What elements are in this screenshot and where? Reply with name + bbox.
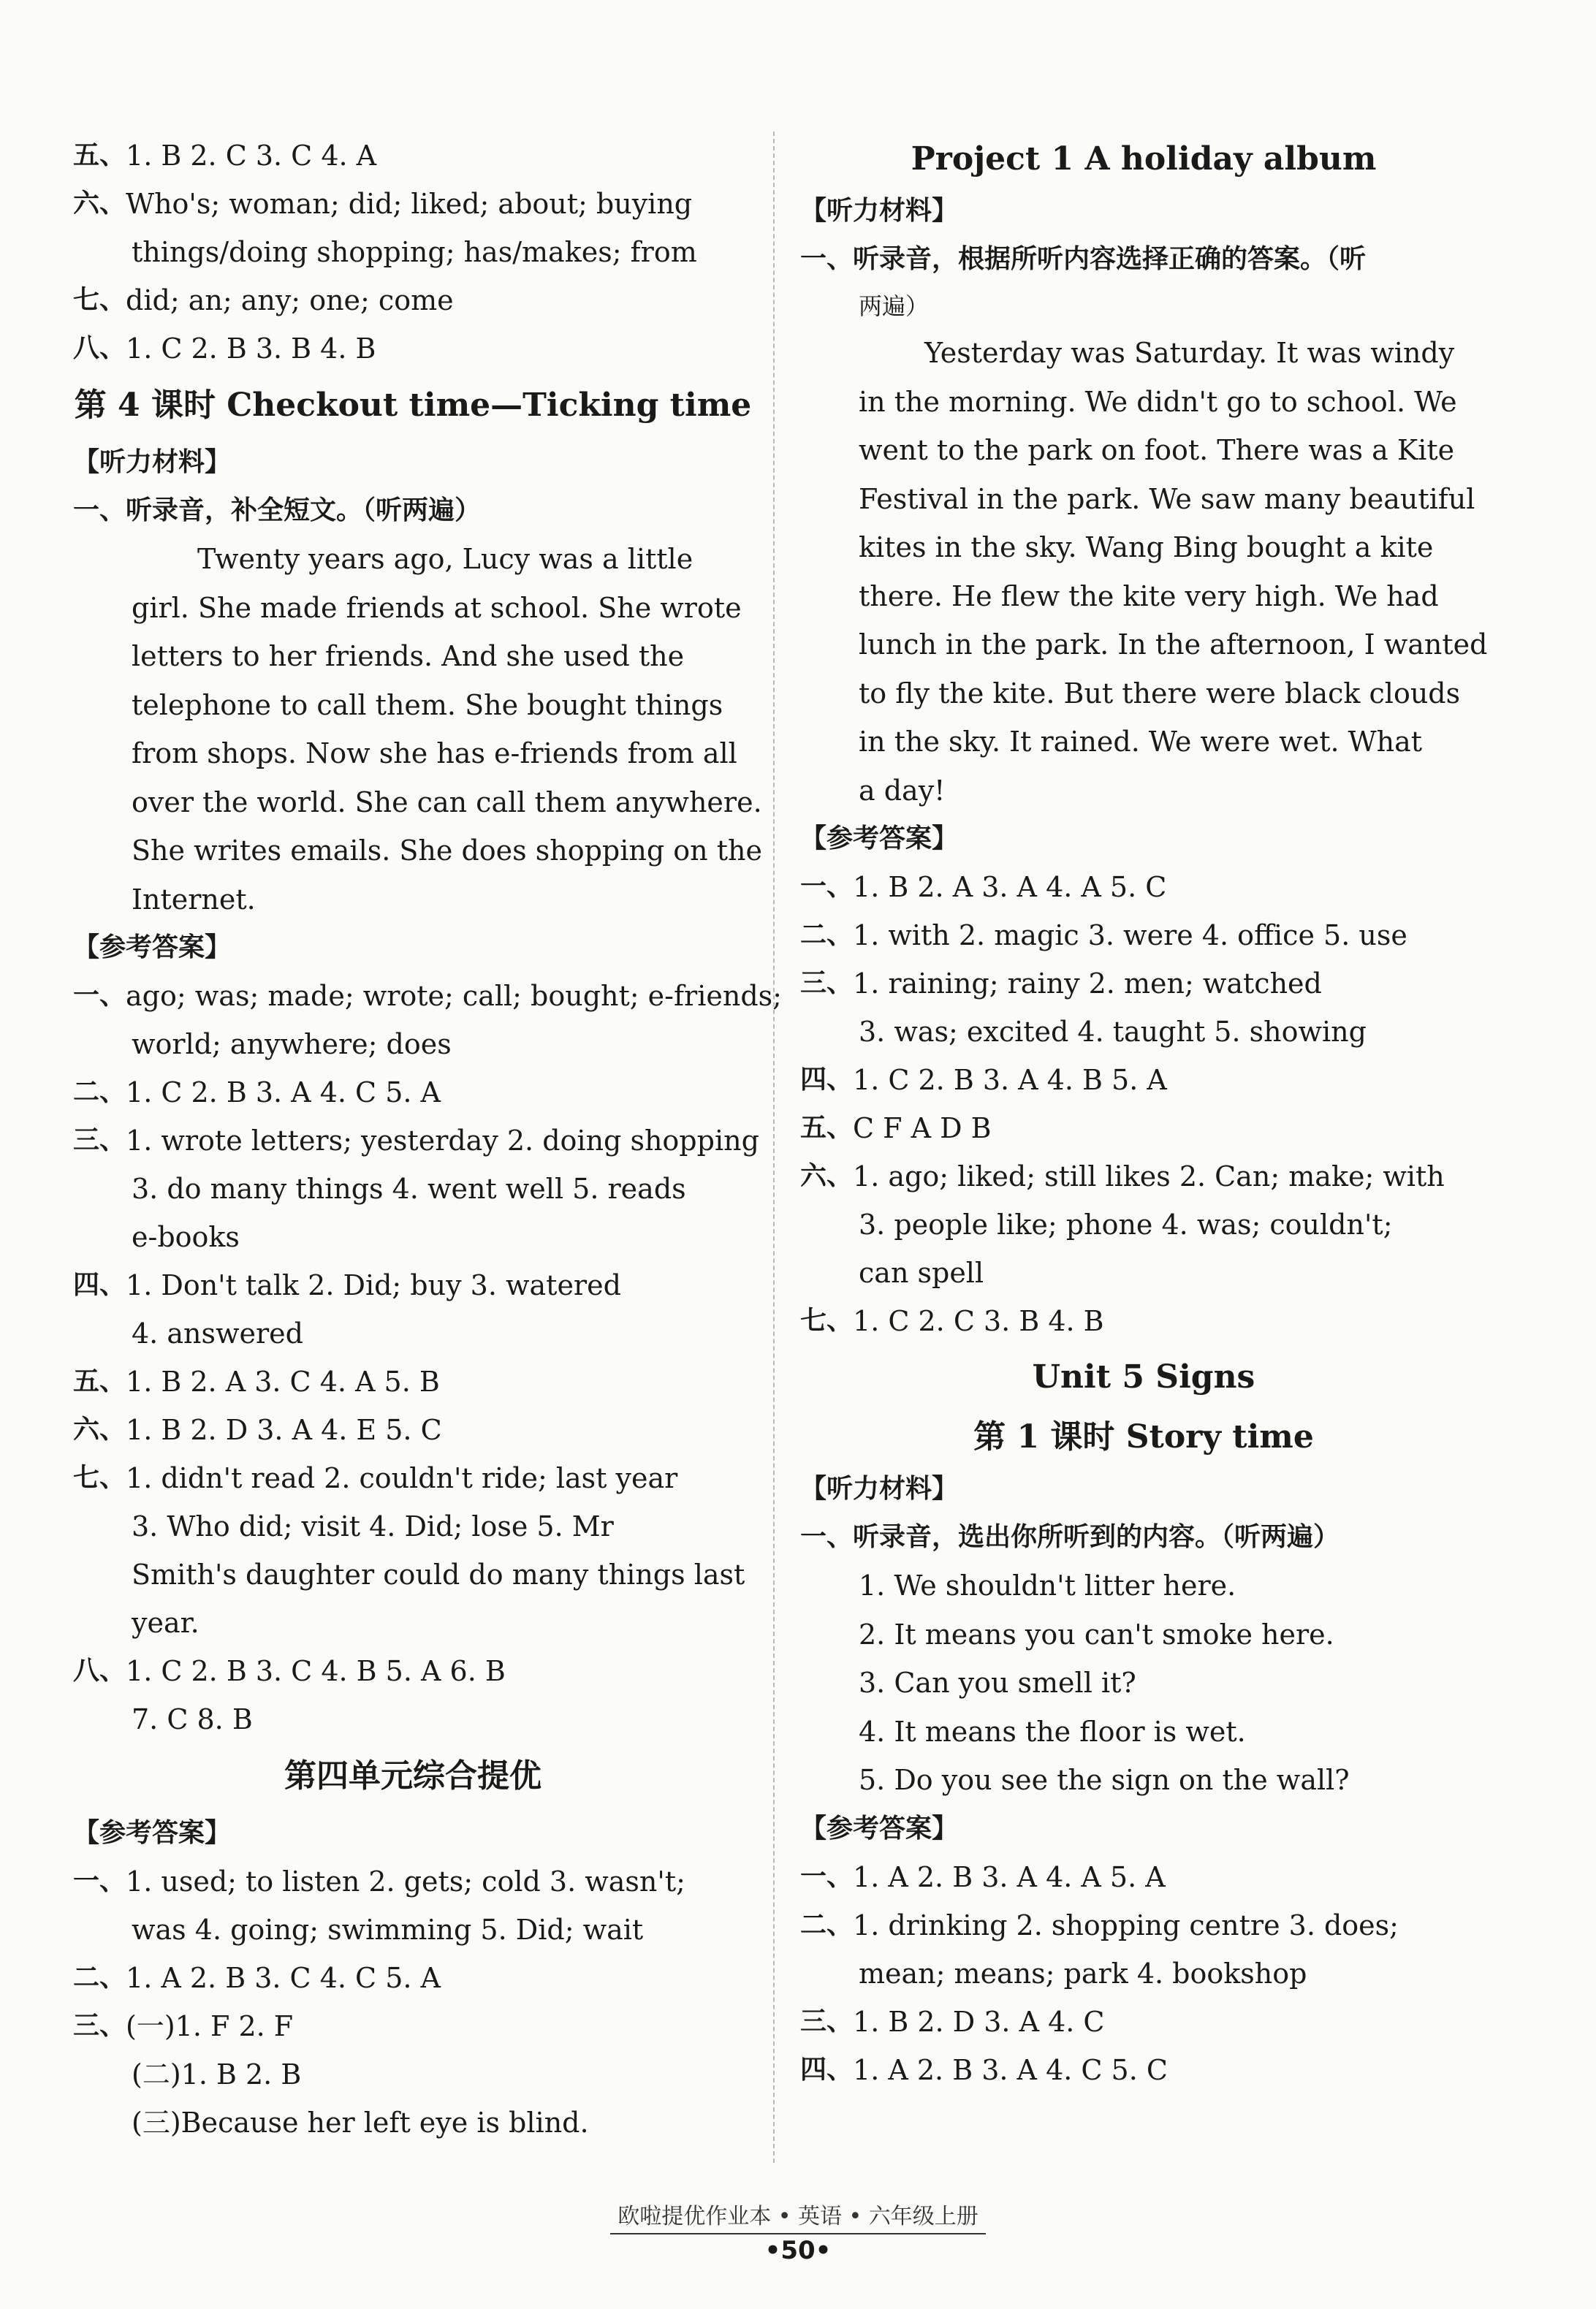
answer-line: 七、 did; an; any; one; come xyxy=(73,284,454,316)
answer-line: 二、 1. A 2. B 3. C 4. C 5. A xyxy=(73,1962,441,1994)
answer-line: 二、 1. with 2. magic 3. were 4. office 5. use xyxy=(800,919,1407,951)
listening-item: 1. We shouldn't litter here. xyxy=(859,1570,1236,1602)
answer-line: 八、 1. C 2. B 3. C 4. B 5. A 6. B xyxy=(73,1655,506,1687)
answer-list xyxy=(800,1853,1487,2094)
section-heading: 第四单元综合提优 xyxy=(284,1757,542,1795)
listening-item: 3. Can you smell it? xyxy=(859,1667,1136,1699)
answer-line: 四、 1. Don't talk 2. Did; buy 3. watered xyxy=(73,1269,621,1301)
listening-passage xyxy=(800,329,1487,815)
section-heading: 第 4 课时 Checkout time—Ticking time xyxy=(74,387,752,424)
answer-line: 三、 1. wrote letters; yesterday 2. doing shopping xyxy=(73,1125,759,1157)
answer-line-continued: was 4. going; swimming 5. Did; wait xyxy=(132,1914,644,1946)
listening-items xyxy=(800,1561,1487,1805)
section-heading: Project 1 A holiday album xyxy=(911,140,1377,178)
answer-list xyxy=(800,863,1487,1345)
passage-line: over the world. She can call them anywhere. xyxy=(132,785,762,818)
reference-answer-tag: 【参考答案】 xyxy=(73,932,232,962)
section-heading: 第 1 课时 Story time xyxy=(973,1418,1314,1456)
passage-line: telephone to call them. She bought things xyxy=(132,688,723,721)
listening-item: 2. It means you can't smoke here. xyxy=(859,1618,1334,1651)
left-top-answers xyxy=(73,132,753,373)
answer-line: 六、 1. B 2. D 3. A 4. E 5. C xyxy=(73,1414,442,1446)
passage-line: in the morning. We didn't go to school. We xyxy=(859,385,1457,418)
passage-line: kites in the sky. Wang Bing bought a kite xyxy=(859,531,1434,563)
passage-line: Internet. xyxy=(132,883,256,916)
answer-line: 三、 1. B 2. D 3. A 4. C xyxy=(800,2005,1105,2038)
book-title: 欧啦提优作业本 • 英语 • 六年级上册 xyxy=(610,2198,986,2234)
passage-line: in the sky. It rained. We were wet. What xyxy=(859,726,1423,758)
answer-line: 三、 1. raining; rainy 2. men; watched xyxy=(800,967,1322,1000)
reference-answer-tag: 【参考答案】 xyxy=(800,823,959,853)
answer-line-continued: e-books xyxy=(132,1221,240,1253)
answer-line: 一、 1. used; to listen 2. gets; cold 3. wasn't; xyxy=(73,1865,685,1898)
answer-line-continued: can spell xyxy=(859,1257,984,1289)
passage-line: there. He flew the kite very high. We had xyxy=(859,579,1439,612)
listening-material-tag: 【听力材料】 xyxy=(800,196,959,226)
answer-line: 六、 1. ago; liked; still likes 2. Can; make; with xyxy=(800,1160,1445,1192)
listening-material-tag: 【听力材料】 xyxy=(800,1474,959,1504)
answer-list xyxy=(73,972,782,1743)
passage-line: Twenty years ago, Lucy was a little xyxy=(197,543,694,575)
instruction-continued: 两遍） xyxy=(859,292,930,320)
answer-line-continued: 7. C 8. B xyxy=(132,1703,253,1735)
column-divider xyxy=(773,132,775,2163)
answer-line: 四、 1. C 2. B 3. A 4. B 5. A xyxy=(800,1064,1167,1096)
answer-line: 二、 1. C 2. B 3. A 4. C 5. A xyxy=(73,1076,441,1108)
answer-line-continued: (三)Because her left eye is blind. xyxy=(132,2107,589,2139)
answer-line: 七、 1. C 2. C 3. B 4. B xyxy=(800,1305,1104,1337)
instruction: 一、听录音，选出你所听到的内容。（听两遍） xyxy=(800,1522,1340,1552)
instruction: 一、听录音，补全短文。（听两遍） xyxy=(73,495,482,525)
answer-line-continued: things/doing shopping; has/makes; from xyxy=(132,236,697,268)
answer-line: 一、 ago; was; made; wrote; call; bought; e-friends; xyxy=(73,980,782,1012)
answer-line: 四、 1. A 2. B 3. A 4. C 5. C xyxy=(800,2053,1168,2086)
page-number: •50• xyxy=(764,2236,832,2265)
answer-line-continued: 3. Who did; visit 4. Did; lose 5. Mr xyxy=(132,1510,614,1542)
answer-line-continued: (二)1. B 2. B xyxy=(132,2058,302,2091)
page-footer xyxy=(0,2198,1596,2234)
listening-item: 4. It means the floor is wet. xyxy=(859,1715,1246,1748)
reference-answer-tag: 【参考答案】 xyxy=(800,1813,959,1844)
listening-passage xyxy=(73,535,762,924)
answer-line: 二、 1. drinking 2. shopping centre 3. does; xyxy=(800,1909,1399,1941)
answer-line-continued: 3. people like; phone 4. was; couldn't; xyxy=(859,1209,1393,1241)
answer-list xyxy=(73,1857,753,2147)
right-column xyxy=(800,132,1487,2094)
passage-line: lunch in the park. In the afternoon, I wanted xyxy=(859,628,1488,661)
answer-line: 五、 1. B 2. C 3. C 4. A xyxy=(73,140,377,172)
passage-line: She writes emails. She does shopping on the xyxy=(132,834,762,867)
passage-line: girl. She made friends at school. She wrote xyxy=(132,591,742,624)
answer-line-continued: mean; means; park 4. bookshop xyxy=(859,1957,1307,1990)
answer-line-continued: year. xyxy=(132,1607,200,1639)
answer-line: 三、 (一)1. F 2. F xyxy=(73,2010,294,2042)
answer-line-continued: 4. answered xyxy=(132,1317,303,1350)
instruction: 一、听录音，根据所听内容选择正确的答案。（听 xyxy=(800,244,1367,274)
answer-line-continued: 3. was; excited 4. taught 5. showing xyxy=(859,1016,1367,1048)
reference-answer-tag: 【参考答案】 xyxy=(73,1818,232,1848)
answer-line-continued: Smith's daughter could do many things last xyxy=(132,1559,745,1591)
passage-line: Festival in the park. We saw many beautiful xyxy=(859,482,1475,515)
passage-line: Yesterday was Saturday. It was windy xyxy=(924,337,1455,369)
passage-line: letters to her friends. And she used the xyxy=(132,640,685,672)
answer-line: 六、 Who's; woman; did; liked; about; buying xyxy=(73,188,693,220)
answer-line: 一、 1. B 2. A 3. A 4. A 5. C xyxy=(800,871,1167,903)
answer-line: 七、 1. didn't read 2. couldn't ride; last year xyxy=(73,1462,678,1494)
listening-material-tag: 【听力材料】 xyxy=(73,447,232,477)
passage-line: to fly the kite. But there were black clouds xyxy=(859,677,1461,710)
answer-line: 五、 C F A D B xyxy=(800,1112,992,1144)
answer-line: 八、 1. C 2. B 3. B 4. B xyxy=(73,332,376,365)
answer-line: 五、 1. B 2. A 3. C 4. A 5. B xyxy=(73,1366,440,1398)
passage-line: went to the park on foot. There was a Kite xyxy=(859,434,1455,466)
passage-line: a day! xyxy=(859,774,946,807)
answer-line-continued: world; anywhere; does xyxy=(132,1028,452,1060)
passage-line: from shops. Now she has e-friends from all xyxy=(132,737,737,769)
answer-line-continued: 3. do many things 4. went well 5. reads xyxy=(132,1173,686,1205)
listening-item: 5. Do you see the sign on the wall? xyxy=(859,1764,1350,1796)
left-column xyxy=(73,132,782,2147)
unit-heading: Unit 5 Signs xyxy=(1032,1358,1255,1396)
answer-line: 一、 1. A 2. B 3. A 4. A 5. A xyxy=(800,1860,1166,1893)
